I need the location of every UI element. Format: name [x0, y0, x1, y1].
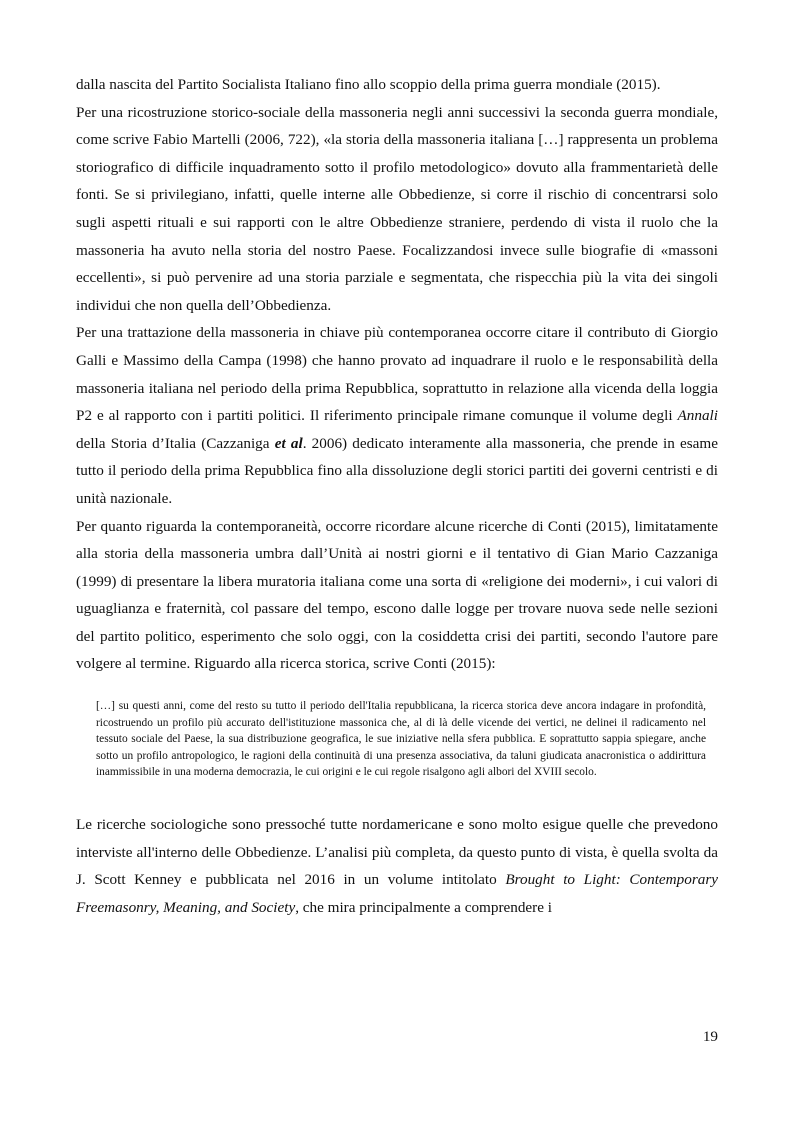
paragraph-5-text-b: , che mira principalmente a comprendere i: [295, 898, 552, 916]
block-quote: […] su questi anni, come del resto su tutto il periodo dell'Italia repubblicana, la ricerca storica deve ancora indagare in profondità, ricostruendo un profilo più accurato dell'istituzione massonica che, al di là delle vicende dei vertici, ne delinei il radicamento nel tessuto sociale del Paese, la sua distribuzione geografica, le sue iniziative nella sfera pubblica. E soprattutto sappia spiegare, anche sotto un profilo antropologico, le ragioni della continuità di una presenza associativa, da taluni giudicata anacronistica o addirittura inammissibile in una moderna democrazia, le cui origini e le cui regole risalgono agli albori del XVIII secolo.: [96, 700, 706, 779]
paragraph-4: Per quanto riguarda la contemporaneità, occorre ricordare alcune ricerche di Conti (2015), limitatamente alla storia della massoneria umbra dall’Unità ai nostri giorni e il tentativo di Gian Mario Cazzaniga (1999) di presentare la libera muratoria italiana come una sorta di «religione dei moderni», i cui valori di uguaglianza e fraternità, col passare del tempo, escono dalle logge per trovare nuova sede nelle sezioni del partito politico, esperimento che solo oggi, con la cosiddetta crisi dei partiti, secondo l'autore pare volgere al termine. Riguardo alla ricerca storica, scrive Conti (2015):: [76, 517, 718, 673]
paragraph-3-text-c: . 2006) dedicato interamente alla massoneria, che prende in esame tutto il periodo della prima Repubblica fino alla dissoluzione degli storici partiti dei governi centristi e di unità nazionale.: [76, 434, 718, 507]
paragraph-3-italic-et-al: et al: [274, 434, 303, 452]
paragraph-3-italic-annali: Annali: [677, 407, 718, 425]
paragraph-5: [76, 811, 718, 921]
paragraph-5-italic-book-title: Brought to Light: Contemporary Freemasonry, Meaning, and Society: [76, 871, 718, 916]
paragraph-3: [76, 319, 718, 512]
paragraph-2: Per una ricostruzione storico-sociale della massoneria negli anni successivi la seconda guerra mondiale, come scrive Fabio Martelli (2006, 722), «la storia della massoneria italiana […] rappresenta un problema storiografico di difficile inquadramento sotto il profilo metodologico» dovuto alla frammentarietà delle fonti. Se si privilegiano, infatti, quelle interne alle Obbedienze, si corre il rischio di concentrarsi solo sugli aspetti rituali e sui rapporti con le altre Obbedienze straniere, perdendo di vista il ruolo che la massoneria ha avuto nella storia del nostro Paese. Focalizzandosi invece sulle biografie di «massoni eccellenti», si può pervenire ad una storia parziale e segmentata, che rispecchia più la vita dei singoli individui che non quella dell’Obbedienza.: [76, 103, 718, 314]
paragraph-1: dalla nascita del Partito Socialista Italiano fino allo scoppio della prima guerra mondiale (2015).: [76, 76, 661, 93]
paragraph-5-text-a: Le ricerche sociologiche sono pressoché tutte nordamericane e sono molto esigue quelle che prevedono interviste all'interno delle Obbedienze. L’analisi più completa, da questo punto di vista, è quella svolta da J. Scott Kenney e pubblicata nel 2016 in un volume intitolato: [76, 816, 718, 889]
paragraph-3-text-b: della Storia d’Italia (Cazzaniga: [76, 434, 275, 452]
paragraph-3-text-a: Per una trattazione della massoneria in chiave più contemporanea occorre citare il contributo di Giorgio Galli e Massimo della Campa (1998) che hanno provato ad inquadrare il ruolo e le responsabilità della massoneria italiana nel periodo della prima Repubblica, soprattutto in relazione alla vicenda della loggia P2 e al rapporto con i partiti politici. Il riferimento principale rimane comunque il volume degli: [76, 324, 718, 425]
page-number: 19: [702, 1028, 718, 1045]
page-body: [76, 71, 718, 921]
